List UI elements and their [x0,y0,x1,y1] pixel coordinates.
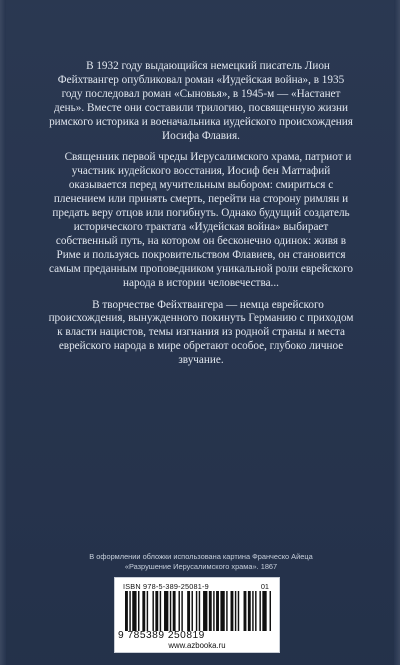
annotation-paragraph-2: Священник первой чреды Иерусалимского храма, патриот и участник иудейского восстания, Иосиф бен Маттафий оказывается перед мучительным выбором: смириться с пленением или принять смерть, перейти на сторону римлян и предать веру отцов или погибнуть. Однако будущий создатель исторического трактата «Иудейская война» выбирает собственный путь, на котором он бесконечно одинок: живя в Риме и пользуясь покровительством Флавиев, он становится самым преданным проповедником уникальной роли еврейского народа в истории человечества... [48,151,354,289]
barcode-bar [132,591,136,631]
barcode-bar [164,591,168,631]
barcode-block [114,577,280,653]
barcode-bar [199,591,200,631]
barcode-bar [129,591,130,631]
barcode-bar [244,591,247,631]
book-annotation [48,60,354,376]
barcode-bar [231,591,234,631]
barcode-bar [270,591,271,631]
barcode-bar [252,591,253,631]
barcode-bar [138,591,139,631]
barcode-bar [147,591,148,631]
cover-right-edge [394,0,400,665]
barcode-bar [170,591,171,631]
barcode-bar [142,591,145,631]
addon-code: 01 [260,582,269,591]
credit-line-2: «Разрушение Иерусалимского храма». 1867 [124,562,278,571]
barcode-bar [216,591,219,631]
cover-art-credit [40,552,362,572]
barcode-bar [181,591,182,631]
barcode-bar [196,591,197,631]
ean-digits: 9 785389 250819 [118,630,205,641]
barcode-bar [187,591,190,631]
barcode-bar [192,591,193,631]
barcode-bar [160,591,161,631]
barcode-bar [226,591,227,631]
barcode-bar [203,591,207,631]
barcode-bar [235,591,236,631]
barcode-bars [125,591,271,631]
annotation-paragraph-3: В творчестве Фейхтвангера — немца еврейского происхождения, вынужденного покинуть Германию с приходом к власти нацистов, темы изгнания из родной страны и места еврейского народа в мире обретают особое, глубоко личное звучание. [48,298,354,367]
barcode-bar [155,591,158,631]
barcode-bar [173,591,176,631]
barcode-bar [255,591,256,631]
barcode-bar [248,591,251,631]
barcode-bar [220,591,224,631]
credit-line-1: В оформлении обложки использована картина Франческо Айеца [89,552,313,561]
barcode-bar [238,591,239,631]
barcode-bar [125,591,128,631]
isbn-text: ISBN 978-5-389-25081-9 [123,582,209,591]
cover-left-edge [0,0,6,665]
barcode-bar [178,591,179,631]
barcode-bar [213,591,214,631]
annotation-paragraph-1: В 1932 году выдающийся немецкий писатель Лион Фейхтвангер опубликовал роман «Иудейская война», в 1935 году последовал роман «Сыновья», в 1945-м — «Настанет день». Вместе они составили трилогию, посвященную жизни римского историка и военачальника иудейского происхождения Иосифа Флавия. [49,60,353,142]
barcode-bar [259,591,260,631]
barcode-bar [209,591,212,631]
publisher-website: www.azbooka.ru [168,641,226,650]
barcode-bar [262,591,266,631]
barcode-bar [152,591,153,631]
